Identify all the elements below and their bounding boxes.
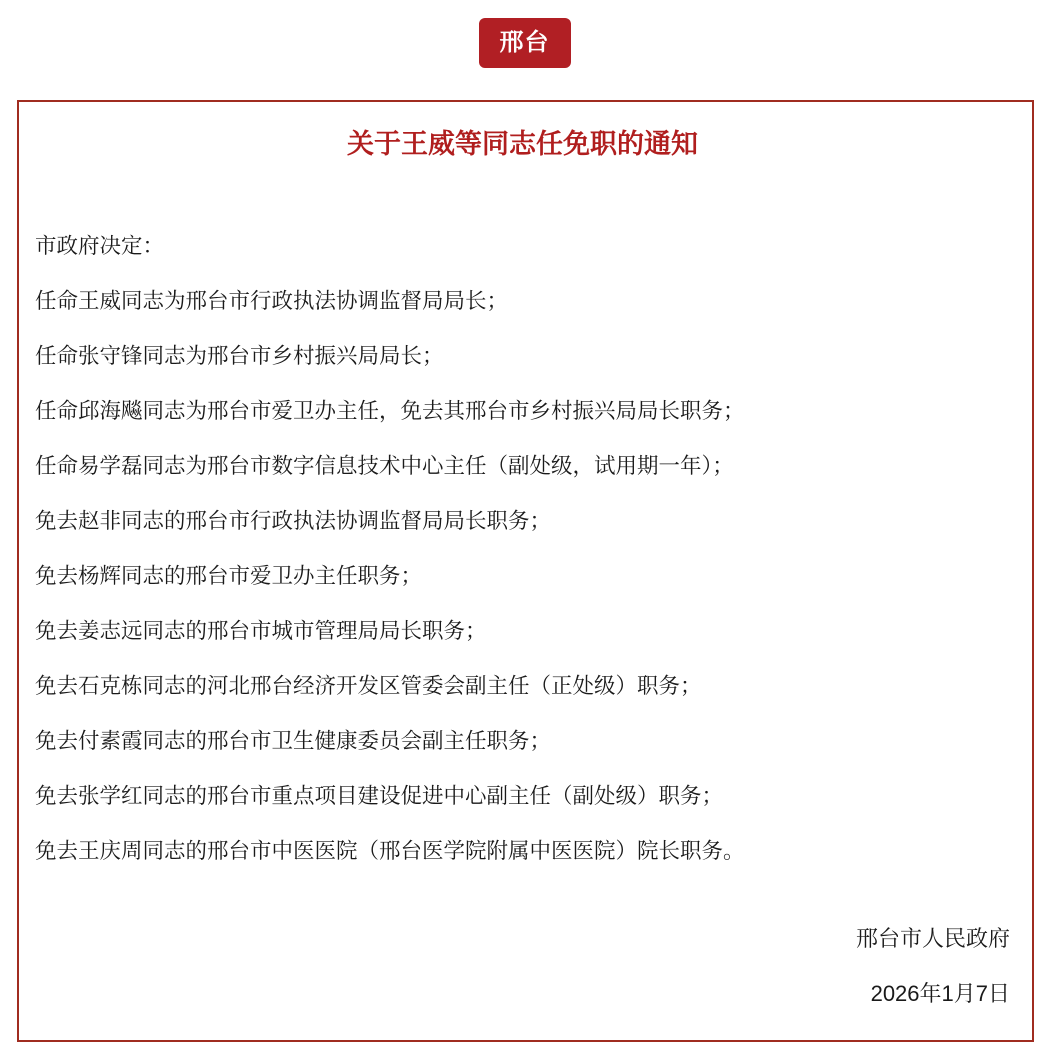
notice-paragraph: 免去石克栋同志的河北邢台经济开发区管委会副主任（正处级）职务； xyxy=(35,674,702,698)
issue-date: 2026年1月7日 xyxy=(870,981,1010,1006)
issuer-signature: 邢台市人民政府 xyxy=(855,926,1010,951)
notice-paragraph: 市政府决定： xyxy=(35,234,165,258)
notice-paragraph: 免去杨辉同志的邢台市爱卫办主任职务； xyxy=(35,564,423,588)
notice-title: 关于王威等同志任免职的通知 xyxy=(347,129,698,159)
badge-row xyxy=(0,0,1049,68)
notice-paragraph: 任命张守锋同志为邢台市乡村振兴局局长； xyxy=(35,344,444,368)
notice-paragraph: 免去付素霞同志的邢台市卫生健康委员会副主任职务； xyxy=(35,729,552,753)
notice-paragraph: 免去赵非同志的邢台市行政执法协调监督局局长职务； xyxy=(35,509,552,533)
signature-block xyxy=(35,925,1010,1008)
city-badge: 邢台 xyxy=(479,18,571,68)
notice-card xyxy=(17,100,1034,1042)
notice-paragraph: 任命邱海飚同志为邢台市爱卫办主任，免去其邢台市乡村振兴局局长职务； xyxy=(35,399,745,423)
notice-body xyxy=(35,232,1010,865)
notice-paragraph: 任命王威同志为邢台市行政执法协调监督局局长； xyxy=(35,289,509,313)
notice-paragraph: 免去王庆周同志的邢台市中医医院（邢台医学院附属中医医院）院长职务。 xyxy=(35,839,745,863)
notice-paragraph: 免去张学红同志的邢台市重点项目建设促进中心副主任（副处级）职务； xyxy=(35,784,724,808)
notice-paragraph: 任命易学磊同志为邢台市数字信息技术中心主任（副处级，试用期一年）； xyxy=(35,454,734,478)
notice-paragraph: 免去姜志远同志的邢台市城市管理局局长职务； xyxy=(35,619,487,643)
